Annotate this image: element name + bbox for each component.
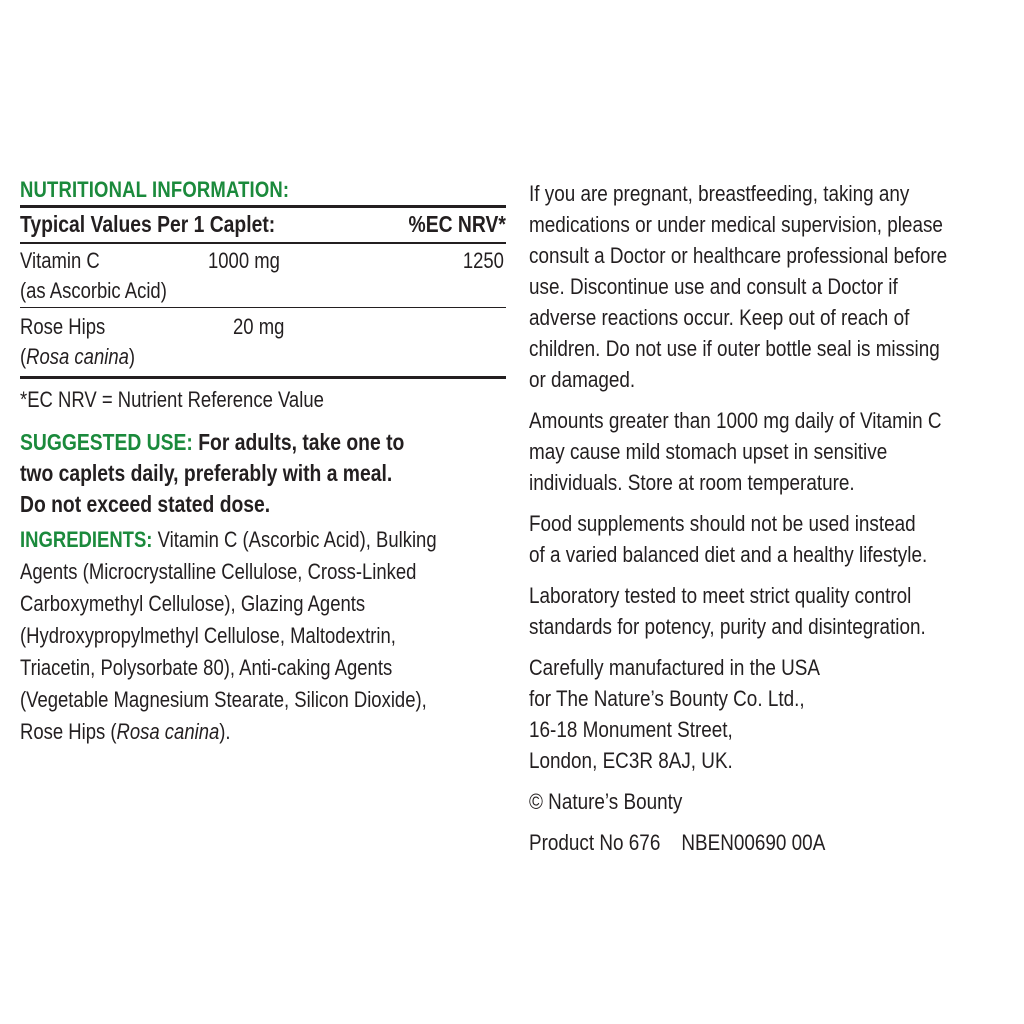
suggested-use: SUGGESTED USE: For adults, take one to two caplets daily, preferably with a meal. Do not exceed stated dose. [20, 429, 405, 517]
pregnancy-warning: If you are pregnant, breastfeeding, taking any medications or under medical supervision, please consult a Doctor or healthcare professional before use. Discontinue use and consult a Doctor if adverse reactions occur. Keep out of reach of children. Do not use if outer bottle seal is missing or damaged. [529, 181, 948, 392]
header-typical-values: Typical Values Per 1 Caplet: [20, 211, 276, 237]
nutrient-name: Vitamin C [20, 248, 100, 273]
ingredients-label: INGREDIENTS: [20, 527, 153, 552]
left-column [20, 176, 506, 748]
nutrient-nrv: 1250 [462, 248, 504, 273]
nutrient-detail: (as Ascorbic Acid) [20, 278, 167, 303]
product-no: Product No 676 [529, 830, 661, 855]
nutrient-name: Rose Hips [20, 314, 106, 339]
nutrient-amount: 20 mg [233, 314, 285, 339]
dosage-warning: Amounts greater than 1000 mg daily of Vitamin C may cause mild stomach upset in sensitive individuals. Store at room temperature. [529, 408, 942, 495]
header-nrv: %EC NRV* [408, 211, 506, 237]
nutrition-table [20, 205, 506, 379]
nutrition-table-header [20, 208, 506, 244]
table-row [20, 308, 506, 379]
suggested-use-label: SUGGESTED USE: [20, 429, 193, 455]
nutrient-amount: 1000 mg [208, 248, 280, 273]
manufacturer-address: Carefully manufactured in the USA for The Nature’s Bounty Co. Ltd., 16-18 Monument Street, London, EC3R 8AJ, UK. [529, 655, 820, 773]
table-row [20, 244, 506, 308]
copyright: © Nature’s Bounty [529, 789, 683, 814]
nutrition-title: NUTRITIONAL INFORMATION: [20, 177, 290, 202]
right-column [529, 178, 1009, 868]
lab-tested-notice: Laboratory tested to meet strict quality control standards for potency, purity and disintegration. [529, 583, 926, 639]
product-number [529, 827, 1009, 858]
ingredients: INGREDIENTS: Vitamin C (Ascorbic Acid), Bulking Agents (Microcrystalline Cellulose, Cross-Linked Carboxymethyl Cellulose), Glazing Agents (Hydroxypropylmethyl Cellulose, Maltodextrin, Triacetin, Polysorbate 80), Anti-caking Agents (Vegetable Magnesium Stearate, Silicon Dioxide), Rose Hips (Rosa canina). [20, 527, 437, 744]
nutrient-detail: (Rosa canina) [20, 344, 136, 369]
supplement-notice: Food supplements should not be used instead of a varied balanced diet and a healthy lifestyle. [529, 511, 928, 567]
nrv-footnote: *EC NRV = Nutrient Reference Value [20, 387, 324, 412]
product-code: NBEN00690 00A [681, 830, 826, 855]
